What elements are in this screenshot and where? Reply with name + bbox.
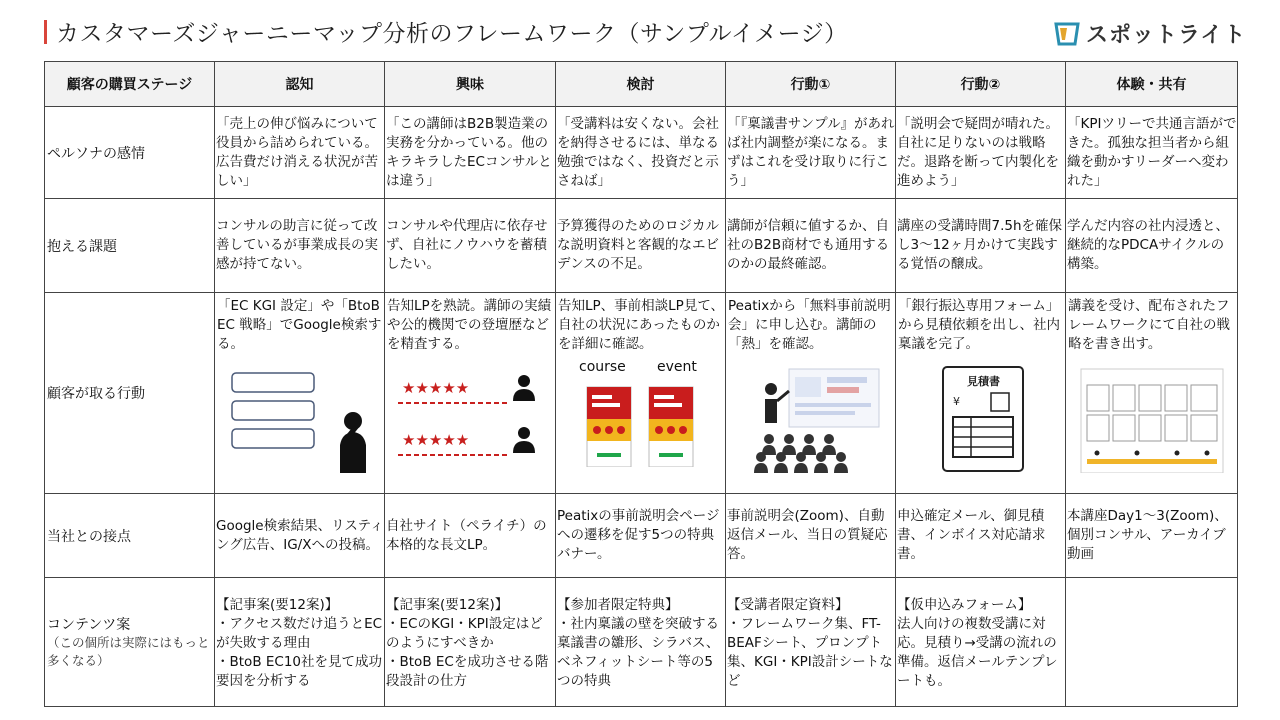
cell-text: 【記事案(要12案)】 ・アクセス数だけ追うとECが失敗する理由 ・BtoB EC10社を見て成功要因を分析する <box>216 596 383 689</box>
cell-text: 告知LP、事前相談LP見て、自社の状況にあったものかを詳細に確認。 <box>558 298 725 352</box>
cell: 「売上の伸び悩みについて役員から詰められている。広告費だけ消える状況が苦しい」 <box>215 107 385 199</box>
seminar-audience-illustration <box>727 363 895 473</box>
cell <box>556 578 726 707</box>
cell <box>896 578 1066 707</box>
row-label-touchpoints: 当社との接点 <box>45 494 215 578</box>
cell-text: 【仮申込みフォーム】 法人向けの複数受講に対応。見積り→受講の流れの準備。返信メールテンプレートも。 <box>897 596 1058 689</box>
cell: コンサルや代理店に依存せず、自社にノウハウを蓄積したい。 <box>385 199 556 293</box>
cell: 講師が信頼に値するか、自社のB2B商材でも通用するのかの最終確認。 <box>726 199 896 293</box>
svg-text:★★★★★: ★★★★★ <box>402 379 470 397</box>
stage-header-interest: 興味 <box>385 62 556 107</box>
cell-text: Peatixから「無料事前説明会」に申し込む。講師の「熱」を確認。 <box>728 298 891 352</box>
company-logo <box>1054 18 1246 49</box>
rating-review-illustration <box>386 363 554 473</box>
cell-text: 【参加者限定特典】 ・社内稟議の壁を突破する稟議書の雛形、シラバス、ベネフィットシート等の5つの特典 <box>557 596 720 689</box>
cell: 「受講料は安くない。会社を納得させるには、単なる勉強ではなく、投資だと示さねば」 <box>556 107 726 199</box>
cell <box>896 293 1066 494</box>
framework-sheet-illustration <box>1067 363 1235 473</box>
spotlight-logo-icon <box>1054 22 1080 46</box>
cell: 「KPIツリーで共通言語ができた。孤独な担当者から組織を動かすリーダーへ変われた」 <box>1066 107 1238 199</box>
cell-text: 【受講者限定資料】 ・フレームワーク集、FT-BEAFシート、プロンプト集、KGI・KPI設計シートなど <box>727 596 893 689</box>
cell: 自社サイト（ペライチ）の本格的な長文LP。 <box>385 494 556 578</box>
cell <box>385 578 556 707</box>
row-persona-emotion <box>45 107 1238 199</box>
row-label-persona-emotion: ペルソナの感情 <box>45 107 215 199</box>
row-label-content-ideas <box>45 578 215 707</box>
cell <box>1066 578 1238 707</box>
row-challenges <box>45 199 1238 293</box>
svg-text:★★★★★: ★★★★★ <box>402 431 470 449</box>
estimate-label: 見積書 <box>967 375 1000 388</box>
logo-text: スポットライト <box>1086 23 1247 48</box>
cell-text: 「EC KGI 設定」や「BtoB EC 戦略」でGoogle検索する。 <box>217 298 382 352</box>
lp-pages-illustration <box>557 357 725 467</box>
row-label-challenges: 抱える課題 <box>45 199 215 293</box>
row-label-customer-actions: 顧客が取る行動 <box>45 293 215 494</box>
cell-text <box>1067 641 1237 643</box>
cell-text: 講義を受け、配布されたフレームワークにて自社の戦略を書き出す。 <box>1068 298 1230 352</box>
row-label-note: （この個所は実際にはもっと多くなる） <box>47 635 210 668</box>
stage-header-consideration: 検討 <box>556 62 726 107</box>
cell: 「『稟議書サンプル』があれば社内調整が楽になる。まずはこれを受け取りに行こう」 <box>726 107 896 199</box>
header-row <box>45 62 1238 107</box>
cell <box>726 293 896 494</box>
stage-header-action2: 行動② <box>896 62 1066 107</box>
cell-text: 「銀行振込専用フォーム」から見積依頼を出し、社内稟議を完了。 <box>898 298 1060 352</box>
row-content-ideas <box>45 578 1238 707</box>
stage-header-corner: 顧客の購買ステージ <box>45 62 215 107</box>
stage-header-awareness: 認知 <box>215 62 385 107</box>
cell <box>215 293 385 494</box>
cell: 本講座Day1〜3(Zoom)、個別コンサル、アーカイブ動画 <box>1066 494 1238 578</box>
cell: Google検索結果、リスティング広告、IG/Xへの投稿。 <box>215 494 385 578</box>
search-person-illustration <box>216 363 384 473</box>
cell: 講座の受講時間7.5hを確保し3〜12ヶ月かけて実践する覚悟の醸成。 <box>896 199 1066 293</box>
cell <box>385 293 556 494</box>
cell: Peatixの事前説明会ページへの遷移を促す5つの特典バナー。 <box>556 494 726 578</box>
row-customer-actions <box>45 293 1238 494</box>
cell: 申込確定メール、御見積書、インボイス対応請求書。 <box>896 494 1066 578</box>
event-label: event <box>657 359 697 375</box>
yen-label: ¥ <box>953 395 960 408</box>
cell-text: 【記事案(要12案)】 ・ECのKGI・KPI設定はどのようにすべきか ・BtoB ECを成功させる階段設計の仕方 <box>386 596 549 689</box>
cell: 予算獲得のためのロジカルな説明資料と客観的なエビデンスの不足。 <box>556 199 726 293</box>
cell <box>215 578 385 707</box>
cell: 「この講師はB2B製造業の実務を分かっている。他のキラキラしたECコンサルとは違う」 <box>385 107 556 199</box>
title-accent-bar <box>44 20 47 44</box>
estimate-document-illustration <box>897 363 1065 473</box>
row-label-text: コンテンツ案 <box>47 617 131 633</box>
cell <box>556 293 726 494</box>
course-label: course <box>579 359 626 375</box>
stage-header-action1: 行動① <box>726 62 896 107</box>
cell <box>1066 293 1238 494</box>
cell: 学んだ内容の社内浸透と、継続的なPDCAサイクルの構築。 <box>1066 199 1238 293</box>
cell: 事前説明会(Zoom)、自動返信メール、当日の質疑応答。 <box>726 494 896 578</box>
journey-map-table <box>44 61 1238 707</box>
cell: 「説明会で疑問が晴れた。自社に足りないのは戦略だ。退路を断って内製化を進めよう」 <box>896 107 1066 199</box>
page-title: カスタマーズジャーニーマップ分析のフレームワーク（サンプルイメージ） <box>56 21 848 47</box>
cell-text: 告知LPを熟読。講師の実績や公的機関での登壇歴などを精査する。 <box>387 298 552 352</box>
row-touchpoints <box>45 494 1238 578</box>
cell <box>726 578 896 707</box>
cell: コンサルの助言に従って改善しているが事業成長の実感が持てない。 <box>215 199 385 293</box>
stage-header-experience: 体験・共有 <box>1066 62 1238 107</box>
